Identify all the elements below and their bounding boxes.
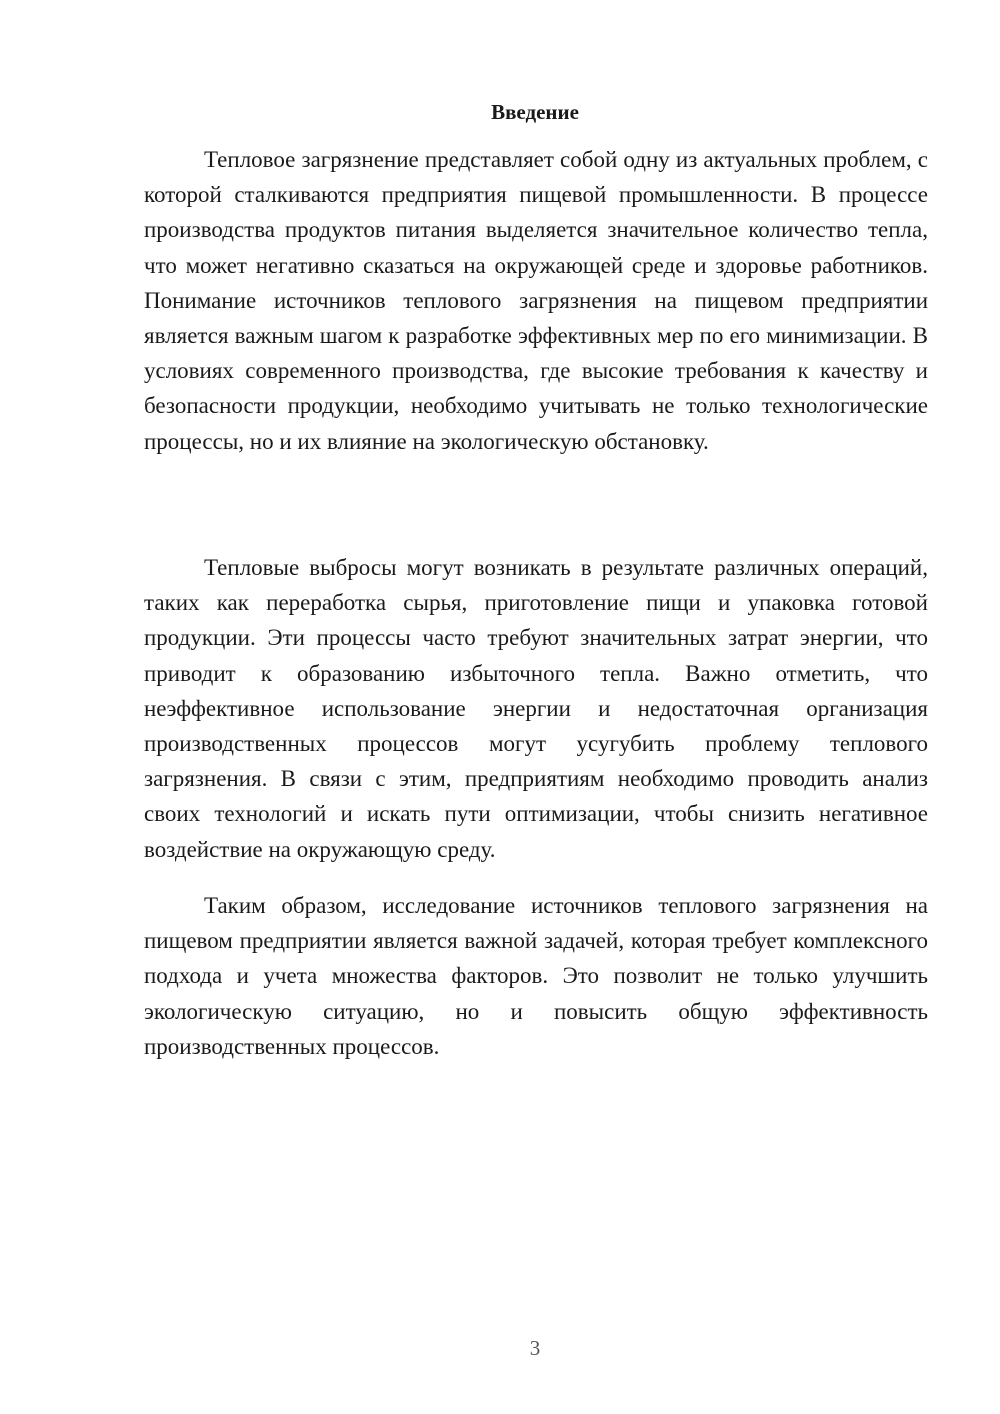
page-title: Введение	[491, 100, 579, 124]
paragraph-2: Тепловые выбросы могут возникать в результате различных операций, таких как переработка сырья, приготовление пищи и упаковка готовой продукции. Эти процессы часто требуют значительных затрат энергии, что приводит к образованию избыточного тепла. Важно отметить, что неэффективное использование энергии и недостаточная организация производственных процессов могут усугубить проблему теплового загрязнения. В связи с этим, предприятиям необходимо проводить анализ своих технологий и искать пути оптимизации, чтобы снизить негативное воздействие на окружающую среду.	[144, 555, 928, 862]
paragraph-1: Тепловое загрязнение представляет собой одну из актуальных проблем, с которой сталкиваются предприятия пищевой промышленности. В процессе производства продуктов питания выделяется значительное количество тепла, что может негативно сказаться на окружающей среде и здоровье работников. Понимание источников теплового загрязнения на пищевом предприятии является важным шагом к разработке эффективных мер по его минимизации. В условиях современного производства, где высокие требования к качеству и безопасности продукции, необходимо учитывать не только технологические процессы, но и их влияние на экологическую обстановку.	[144, 147, 928, 454]
page-number: 3	[529, 1336, 541, 1360]
paragraph-3: Таким образом, исследование источников теплового загрязнения на пищевом предприятии является важной задачей, которая требует комплексного подхода и учета множества факторов. Это позволит не только улучшить экологическую ситуацию, но и повысить общую эффективность производственных процессов.	[144, 893, 928, 1059]
